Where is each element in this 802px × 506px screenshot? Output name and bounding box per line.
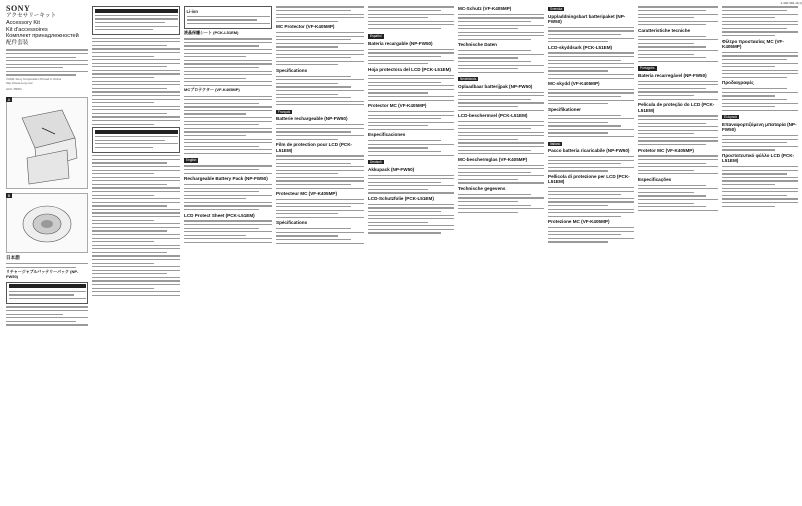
- es-sheet-heading: Hoja protectora del LCD (PCK-L51EM): [368, 66, 451, 72]
- column-5: [368, 4, 454, 502]
- ja-caution-box: [92, 6, 180, 35]
- nl-protector-heading: MC-beschermglas (VF-K405MP): [458, 156, 528, 162]
- battery-insertion-illustration: [7, 98, 87, 188]
- liion-recycle-box: [184, 6, 272, 29]
- pt-sheet-heading: Película de proteção do LCD (PCK-L51EM): [638, 102, 715, 113]
- title-fr: Kit d'accessoires: [6, 26, 48, 33]
- pt-battery-heading: Bateria recarregável (NP-FW50): [638, 72, 707, 78]
- nl-specs-heading: Technische gegevens: [458, 185, 506, 191]
- fr-specs-heading: Spécifications: [276, 220, 308, 226]
- sv-specs-heading: Specifikationer: [548, 106, 581, 112]
- it-protector-heading: Protezione MC (VF-K405MP): [548, 219, 610, 225]
- ja-warning-box: [6, 282, 88, 304]
- de-heading: Deutsch: [370, 160, 382, 165]
- fr-heading: Français: [278, 109, 291, 114]
- column-6: [458, 4, 544, 502]
- website-url: http://www.sony.net/: [6, 80, 33, 85]
- ja-heading: 日本語: [6, 255, 20, 261]
- en-heading: English: [186, 158, 197, 163]
- ja-sheet-heading: 液晶保護シート (PCK-L51EM): [184, 30, 239, 36]
- column-3: [184, 4, 272, 502]
- de-sheet-heading: LCD-Schutzfolie (PCK-L51EM): [368, 195, 434, 201]
- title-zh: 配件套装: [6, 40, 29, 47]
- it-sheet-heading: Pellicola di protezione per LCD (PCK-L51EM): [548, 173, 630, 185]
- sv-heading: Svenska: [550, 7, 563, 11]
- el-protector-heading: Φίλτρο προστασίας MC (VF-K405MP): [722, 38, 784, 49]
- sv-sheet-heading: LCD-skyddsark (PCK-L51EM): [548, 44, 613, 50]
- el-battery-heading: Επαναφορτιζόμενη μπαταρία (NP-FW50): [722, 121, 797, 133]
- ja-battery-heading: リチャージャブルバッテリーパック (NP-FW50): [6, 269, 79, 280]
- pt-protector-heading: Protetor MC (VF-K405MP): [638, 147, 694, 153]
- fr-battery-heading: Batterie rechargeable (NP-FW50): [276, 116, 348, 122]
- it-battery-heading: Pacco batteria ricaricabile (NP-FW50): [548, 148, 630, 154]
- de-protector-heading: MC-Schutz (VF-K405MP): [458, 6, 512, 11]
- column-8: [638, 4, 718, 502]
- fr-protector-heading: Protecteur MC (VF-K405MP): [276, 191, 338, 197]
- figure-a-label: A: [7, 97, 11, 103]
- column-4: [276, 4, 364, 502]
- column-1: [6, 4, 88, 502]
- en-protector-heading: MC Protector (VF-K405MP): [276, 24, 335, 30]
- title-en: Accessory Kit: [6, 19, 40, 26]
- fr-sheet-heading: Film de protection pour LCD (PCK-L51EM): [276, 142, 353, 153]
- column-2: [92, 4, 180, 502]
- title-block: [6, 13, 88, 47]
- pt-heading: Português: [640, 66, 655, 71]
- figure-a: [6, 97, 88, 189]
- el-heading: Ελληνικά: [724, 115, 737, 120]
- it-specs-heading: Caratteristiche tecniche: [638, 27, 691, 33]
- en-specs-heading: Specifications: [276, 67, 308, 73]
- de-battery-heading: Akkupack (NP-FW50): [368, 166, 415, 172]
- sv-battery-heading: Uppladdningsbart batteripaket (NP-FW50): [548, 13, 626, 24]
- model-number: ACC-TRW1: [6, 86, 22, 91]
- sony-logo: SONY: [6, 4, 31, 13]
- document-code: 4-300-969-11(1): [780, 1, 802, 5]
- liion-label: Li-ion: [186, 8, 198, 14]
- en-battery-heading: Rechargeable Battery Pack (NP-FW50): [184, 176, 268, 182]
- lens-protector-illustration: [7, 194, 87, 252]
- es-heading: Español: [370, 34, 382, 39]
- it-heading: Italiano: [550, 141, 561, 146]
- figure-b-label: B: [7, 193, 11, 199]
- es-protector-heading: Protector MC (VF-K405MP): [368, 103, 427, 109]
- sv-protector-heading: MC-skydd (VF-K405MP): [548, 81, 600, 87]
- pt-specs-heading: Especificações: [638, 176, 672, 182]
- es-battery-heading: Batería recargable (NP-FW50): [368, 41, 433, 47]
- nl-sheet-heading: LCD-beschermvel (PCK-L51EM): [458, 113, 528, 119]
- title-ru: Комплект принадлежностей: [6, 33, 79, 40]
- copyright: ©2011 Sony Corporation Printed in China: [6, 77, 62, 81]
- intro-text: [6, 49, 88, 75]
- de-specs-heading: Technische Daten: [458, 42, 497, 48]
- ja-protector-heading: MCプロテクター (VF-K405MP): [184, 87, 240, 93]
- nl-battery-heading: Oplaadbaar batterijpak (NP-FW50): [458, 83, 533, 89]
- nl-heading: Nederlands: [460, 77, 477, 82]
- el-specs-heading: Προδιαγραφές: [722, 80, 754, 86]
- title-ja: アクセサリーキット: [6, 13, 57, 19]
- column-7: [548, 4, 634, 502]
- figure-b: [6, 193, 88, 253]
- es-specs-heading: Especificaciones: [368, 132, 406, 138]
- column-9: [722, 4, 798, 502]
- en-sheet-heading: LCD Protect Sheet (PCK-L51EM): [184, 212, 255, 218]
- ja-notice-box: [92, 127, 180, 153]
- el-sheet-heading: Προστατευτικό φύλλο LCD (PCK-L51EM): [722, 152, 795, 164]
